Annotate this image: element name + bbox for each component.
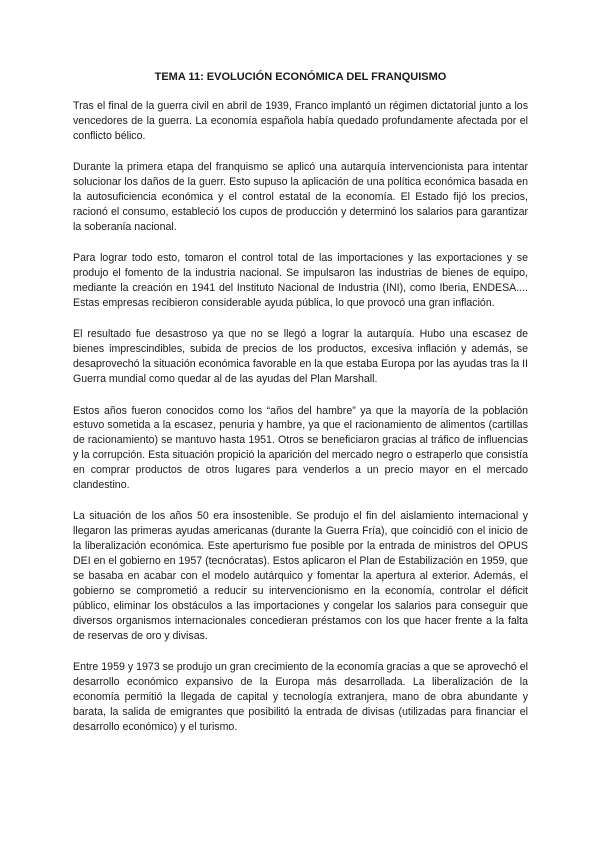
paragraph-industry: Para lograr todo esto, tomaron el control total de las importaciones y las exportaciones y se produjo el fomento de la industria nacional. Se impulsaron las industrias de bienes de equipo, mediante la creación en 1941 del Instituto Nacional de Industria (INI), como Iberia, ENDESA.... Estas empresas recibieron considerable ayuda pública, lo que provocó una gran inflación. — [73, 252, 528, 309]
paragraph-hunger-years: Estos años fueron conocidos como los “años del hambre” ya que la mayoría de la población estuvo sometida a la escasez, penuria y hambre, ya que el racionamiento de alimentos (cartillas de racionamiento) se mantuvo hasta 1951. Otros se beneficiaron gracias al tráfico de influencias y la corrupción. Esta situación propició la aparición del mercado negro o estraperlo que consistía en comprar productos de otros lugares para venderlos a un precio mayor en el mercado clandestino. — [73, 404, 528, 492]
paragraph-postwar: Tras el final de la guerra civil en abril de 1939, Franco implantó un régimen dictatorial junto a los vencedores de la guerra. La economía española había quedado profundamente afectada por el conflicto bélico. — [73, 100, 528, 142]
document-page — [73, 70, 528, 751]
paragraph-fifties: La situación de los años 50 era insostenible. Se produjo el fin del aislamiento internacional y llegaron las primeras ayudas americanas (durante la Guerra Fría), que coincidió con el inicio de la liberalización económica. Este aperturismo fue posible por la entrada de ministros del OPUS DEI en el gobierno en 1957 (tecnócratas). Estos aplicaron el Plan de Estabilización en 1959, que se basaba en acabar con el modelo autárquico y fomentar la apertura al exterior. Además, el gobierno se comprometió a reducir su intervencionismo en la economía, controlar el déficit público, eliminar los obstáculos a las importaciones y congelar los salarios para conseguir que diversos organismos internacionales concedieran préstamos con los que hacer frente a la falta de reservas de oro y divisas. — [73, 510, 528, 642]
paragraph-autarky: Durante la primera etapa del franquismo se aplicó una autarquía intervencionista para intentar solucionar los daños de la guerr. Esto supuso la aplicación de una política económica basada en la autosuficiencia económica y el control estatal de la economía. El Estado fijó los precios, racionó el consumo, estableció los cupos de producción y determinó los salarios para garantizar la soberanía nacional. — [73, 161, 528, 233]
document-title: TEMA 11: EVOLUCIÓN ECONÓMICA DEL FRANQUISMO — [154, 71, 447, 83]
paragraph-result: El resultado fue desastroso ya que no se llegó a lograr la autarquía. Hubo una escasez de bienes imprescindibles, subida de precios de los productos, excesiva inflación y además, se desaprovechó la situación económica favorable en la que estaba Europa por las ayudas tras la II Guerra mundial como quedar al de las ayudas del Plan Marshall. — [73, 328, 528, 386]
paragraph-growth: Entre 1959 y 1973 se produjo un gran crecimiento de la economía gracias a que se aprovechó el desarrollo económico expansivo de la Europa más desarrollada. La liberalización de la economía permitió la llegada de capital y tecnología extranjera, mano de obra abundante y barata, la salida de emigrantes que posibilitó la entrada de divisas (utilizadas para financiar el desarrollo económico) y el turismo. — [73, 661, 528, 733]
